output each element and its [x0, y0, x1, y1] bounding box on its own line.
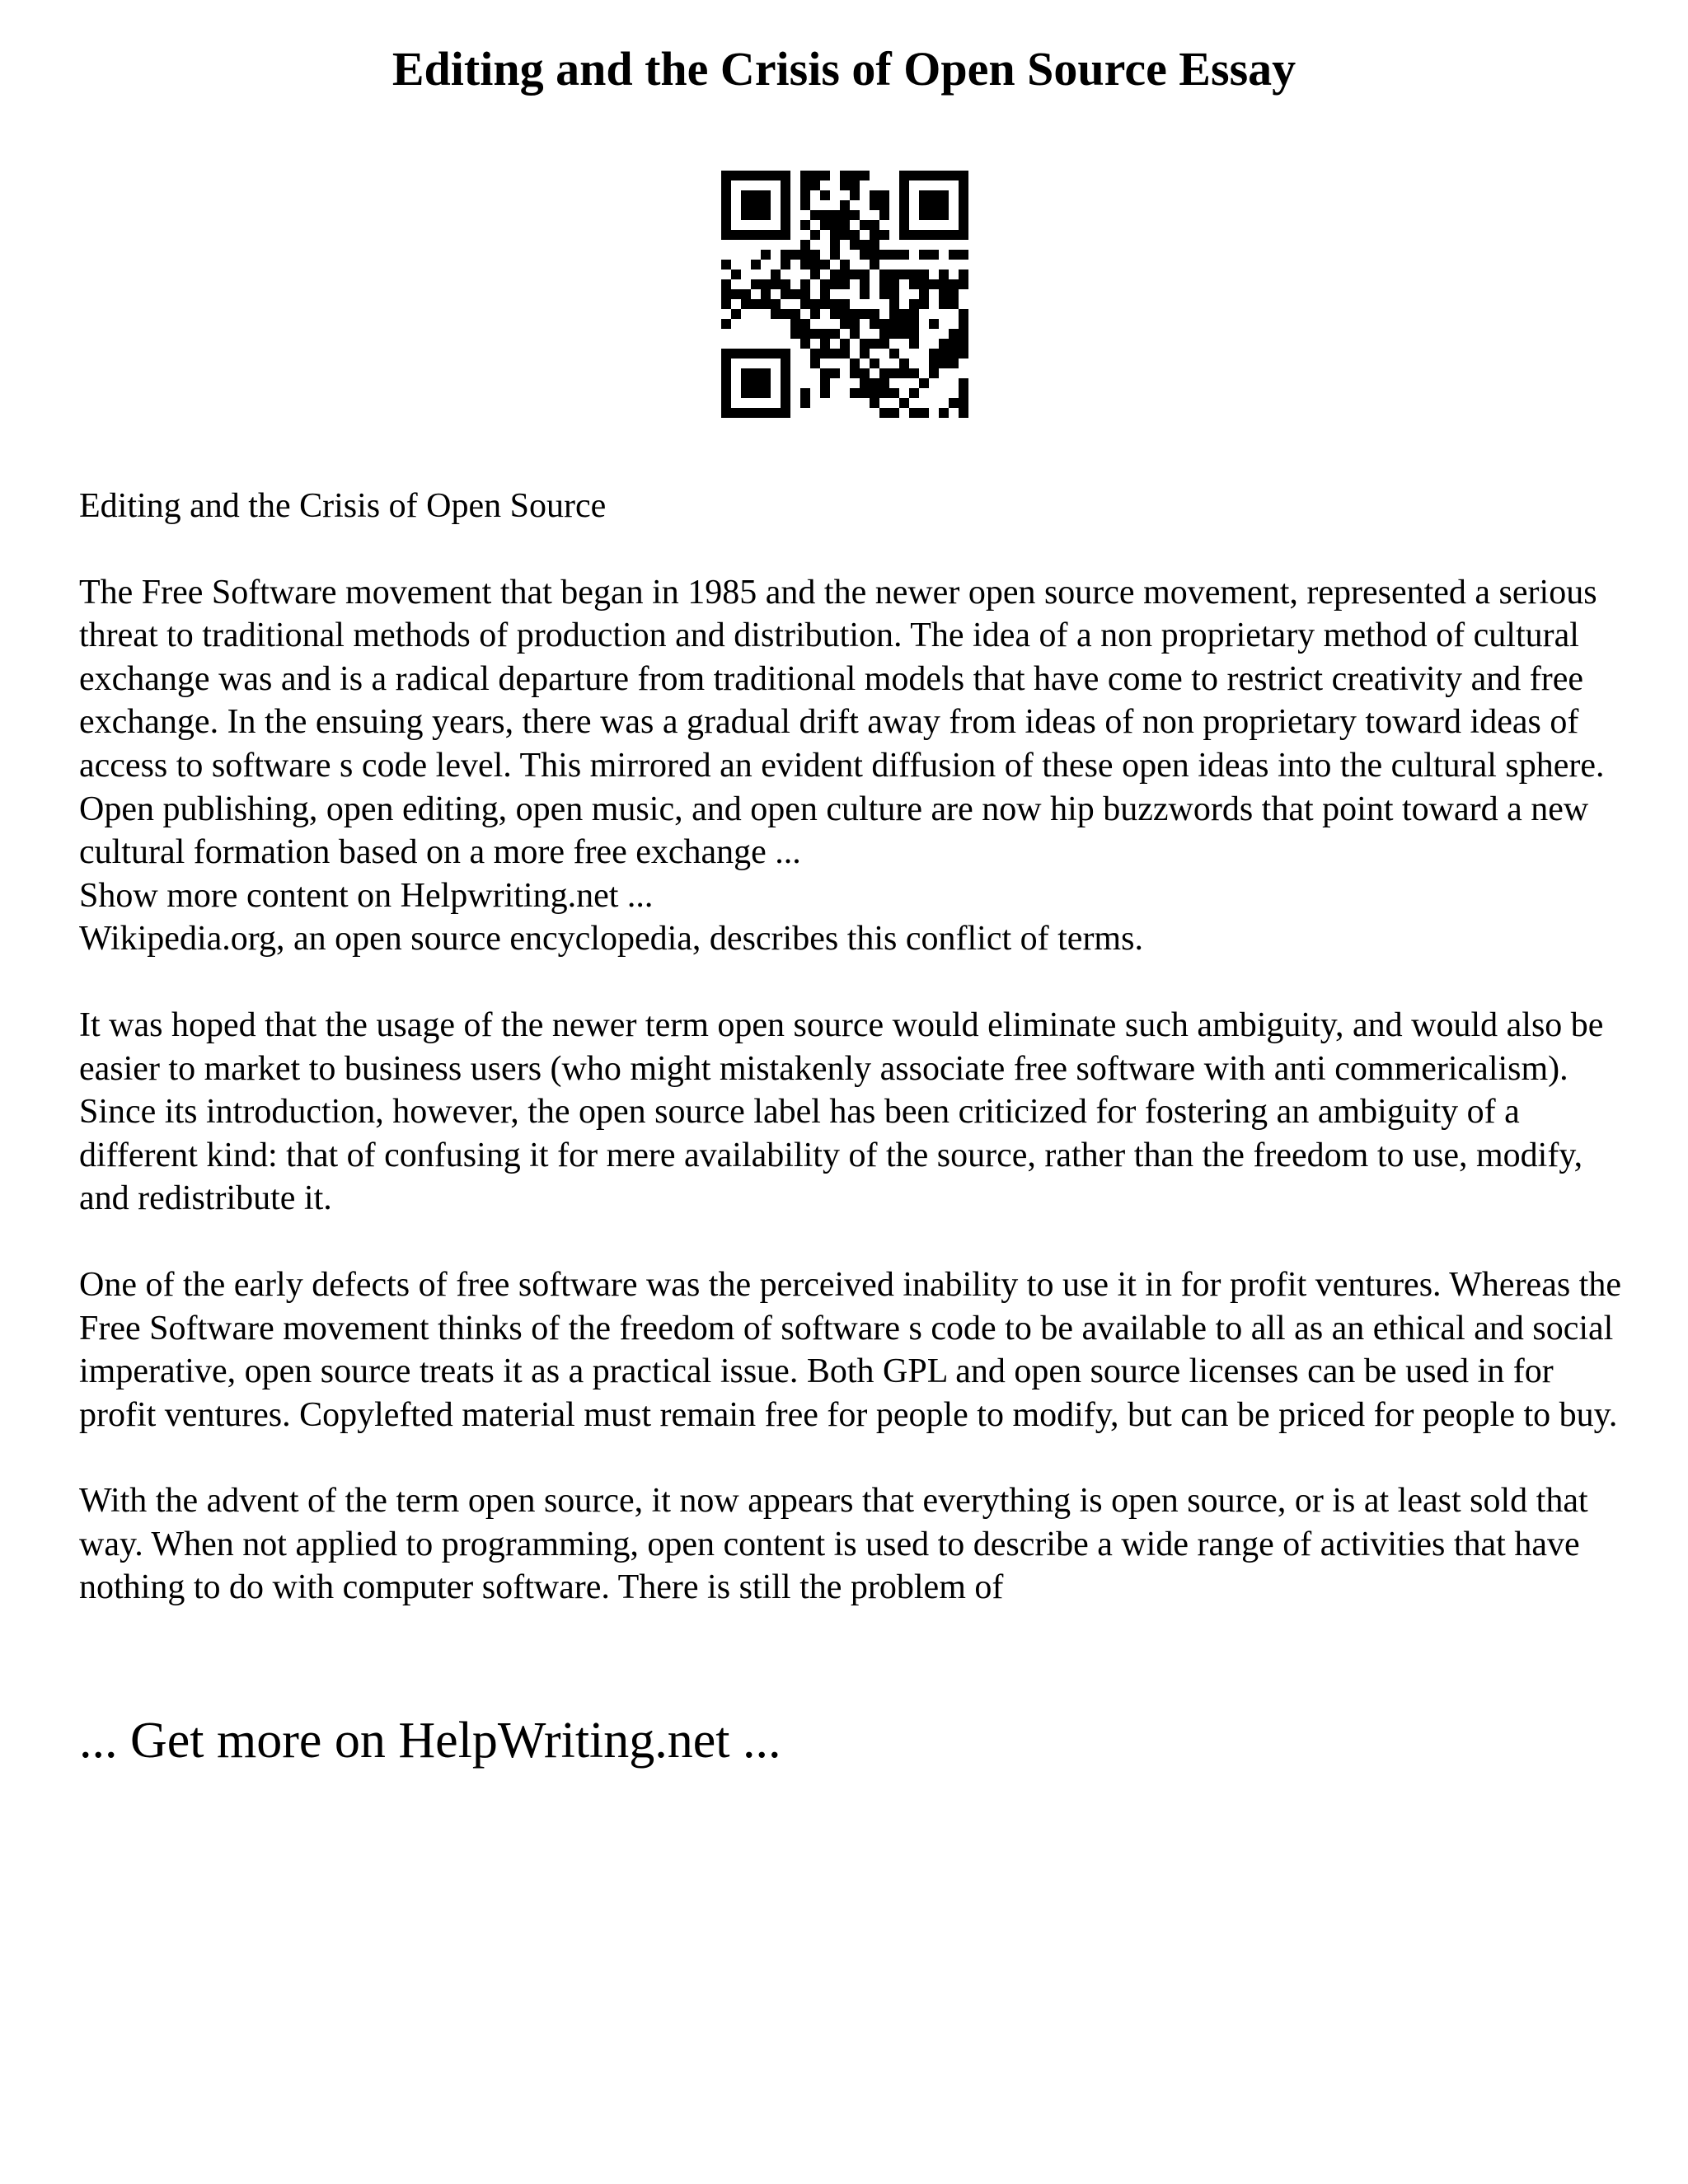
qr-code-icon [721, 171, 968, 418]
document-title: Editing and the Crisis of Open Source Essay [392, 42, 1296, 96]
paragraph-defects: One of the early defects of free software was the perceived inability to use it in for profit ventures. Whereas the Free Software movement thinks of the freedom of software s code to be available to all as an ethical and social imperative, open source treats it as a practical issue. Both GPL and open source licenses can be used in for profit ventures. Copylefted material must remain free for people to modify, but can be priced for people to buy. [79, 1265, 1621, 1434]
paragraph-advent: With the advent of the term open source, it now appears that everything is open source, or is at least sold that way. When not applied to programming, open content is used to describe a wide range of activities that have nothing to do with computer software. There is still the problem of [79, 1482, 1588, 1607]
essay-body [79, 485, 1629, 1610]
paragraph-ambiguity: It was hoped that the usage of the newer term open source would eliminate such ambiguity, and would also be easier to market to business users (who might mistakenly associate free software with anti commericalism). Since its introduction, however, the open source label has been criticized for fostering an ambiguity of a different kind: that of confusing it for mere availability of the source, rather than the freedom to use, modify, and redistribute it. [79, 1005, 1604, 1218]
paragraph-wikipedia: Wikipedia.org, an open source encyclopedia, describes this conflict of terms. [79, 920, 1143, 958]
show-more-link[interactable]: Show more content on Helpwriting.net ... [79, 876, 654, 915]
essay-heading: Editing and the Crisis of Open Source [79, 487, 607, 525]
paragraph-intro: The Free Software movement that began in 1985 and the newer open source movement, represented a serious threat to traditional methods of production and distribution. The idea of a non proprietary method of cultural exchange was and is a radical departure from traditional models that have come to restrict creativity and free exchange. In the ensuing years, there was a gradual drift away from ideas of non proprietary toward ideas of access to software s code level. This mirrored an evident diffusion of these open ideas into the cultural sphere. Open publishing, open editing, open music, and open culture are now hip buzzwords that point toward a new cultural formation based on a more free exchange ... [79, 573, 1605, 872]
get-more-link[interactable]: ... Get more on HelpWriting.net ... [79, 1713, 781, 1769]
